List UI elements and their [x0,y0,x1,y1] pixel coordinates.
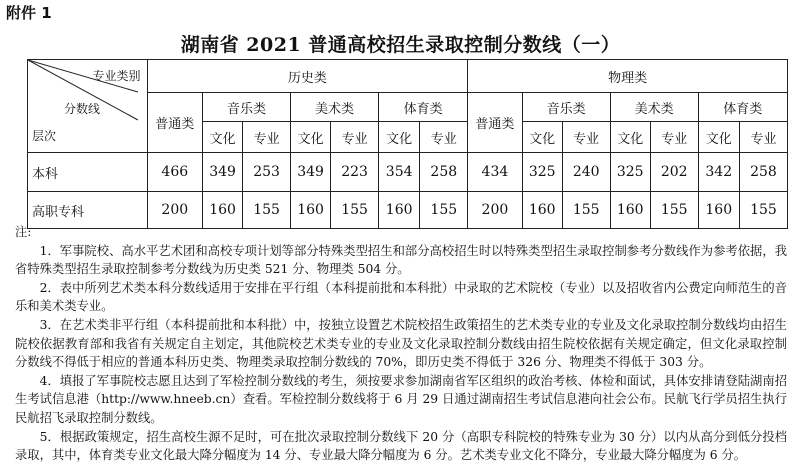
subheader-cell: 文化 [291,122,331,153]
subheader-cell: 文化 [610,122,650,153]
note-item: 4．填报了军事院校志愿且达到了军检控制分数线的考生，须按要求参加湖南省军区组织的政治考核、体检和面试，具体安排请登陆湖南招生考试信息港（http://www.hneeb.cn）查看。军检控制分数线将于 6 月 29 日通过湖南招生考试信息港向社会公布。民航飞行学员招生执行民航招飞录取控制分数线。 [15,373,787,425]
subheader-cell: 文化 [202,122,242,153]
score-cell: 160 [522,192,562,229]
score-cell: 223 [331,153,379,192]
score-cell: 155 [331,192,379,229]
score-cell: 349 [291,153,331,192]
score-cell: 325 [522,153,562,192]
category-header: 普通类 [468,93,522,153]
note-item: 3．在艺术类非平行组（本科提前批和本科批）中，按独立设置艺术院校招生政策招生的艺术类专业的专业及文化录取控制分数线均由招生院校依据教育部和我省有关规定自主划定，其他院校艺术类专业的专业及文化录取控制分数线由招生院校依据有关规定确定，但文化录取控制分数线不得低于相应的普通本科历史类、物理类录取控制分数线的 70%，即历史类不得低于 326 分、物理类不得低于 303 分。 [15,317,787,370]
subheader-cell: 专业 [331,122,379,153]
subheader-cell: 专业 [650,122,698,153]
subheader-cell: 专业 [420,122,468,153]
subheader-cell: 文化 [698,122,739,153]
score-cell: 160 [379,192,420,229]
note-item: 5．根据政策规定，招生高校生源不足时，可在批次录取控制分数线下 20 分（高职专科院校的特殊专业为 30 分）以内从高分到低分投档录取，其中，体育类专业文化最大降分幅度为 14 分、专业最大降分幅度为 6 分。艺术类专业文化不降分，专业最大降分幅度为 6 分。 [15,429,787,463]
score-table [27,59,788,229]
score-cell: 155 [739,192,787,229]
category-header: 普通类 [147,93,202,153]
notes-label: 注: [15,225,32,239]
score-cell: 325 [610,153,650,192]
score-cell: 155 [243,192,291,229]
score-cell: 258 [739,153,787,192]
subheader-cell: 专业 [562,122,610,153]
group-header-history: 历史类 [147,60,468,93]
score-cell: 155 [650,192,698,229]
subheader-cell: 文化 [522,122,562,153]
category-header: 音乐类 [522,93,610,122]
score-cell: 160 [291,192,331,229]
corner-label-category: 专业类别 [92,69,141,83]
group-header-physics: 物理类 [468,60,788,93]
score-cell: 253 [243,153,291,192]
score-cell: 155 [420,192,468,229]
note-item: 2．表中所列艺术类本科分数线适用于安排在平行组（本科提前批和本科批）中录取的艺术院校（专业）以及招收省内公费定向师范生的音乐和美术类专业。 [15,280,787,314]
corner-label-score: 分数线 [64,102,101,116]
category-header: 美术类 [291,93,379,122]
score-cell: 200 [147,192,202,229]
score-cell: 354 [379,153,420,192]
score-cell: 200 [468,192,522,229]
score-cell: 160 [610,192,650,229]
subheader-cell: 专业 [739,122,787,153]
subheader-cell: 专业 [243,122,291,153]
score-cell: 342 [698,153,739,192]
category-header: 音乐类 [202,93,290,122]
score-cell: 349 [202,153,242,192]
note-item: 1．军事院校、高水平艺术团和高校专项计划等部分特殊类型招生和部分高校招生时以特殊类型招生录取控制参考分数线作为参考依据，我省特殊类型招生录取控制参考分数线为历史类 521 分、物理类 504 分。 [15,243,787,277]
score-cell: 160 [698,192,739,229]
table-row-undergraduate [28,153,788,192]
page-title: 湖南省 2021 普通高校招生录取控制分数线（一） [180,34,621,56]
score-cell: 240 [562,153,610,192]
score-cell: 466 [147,153,202,192]
category-header: 美术类 [610,93,698,122]
score-cell: 258 [420,153,468,192]
row-label: 本科 [28,153,148,192]
score-cell: 434 [468,153,522,192]
row-label: 高职专科 [28,192,148,229]
score-cell: 202 [650,153,698,192]
subheader-cell: 文化 [379,122,420,153]
category-header: 体育类 [698,93,787,122]
corner-label-level: 层次 [32,129,57,143]
notes-section [15,223,787,465]
score-cell: 160 [202,192,242,229]
category-header: 体育类 [379,93,468,122]
table-corner-header [28,60,148,153]
attachment-label: 附件 1 [6,4,52,22]
score-cell: 155 [562,192,610,229]
